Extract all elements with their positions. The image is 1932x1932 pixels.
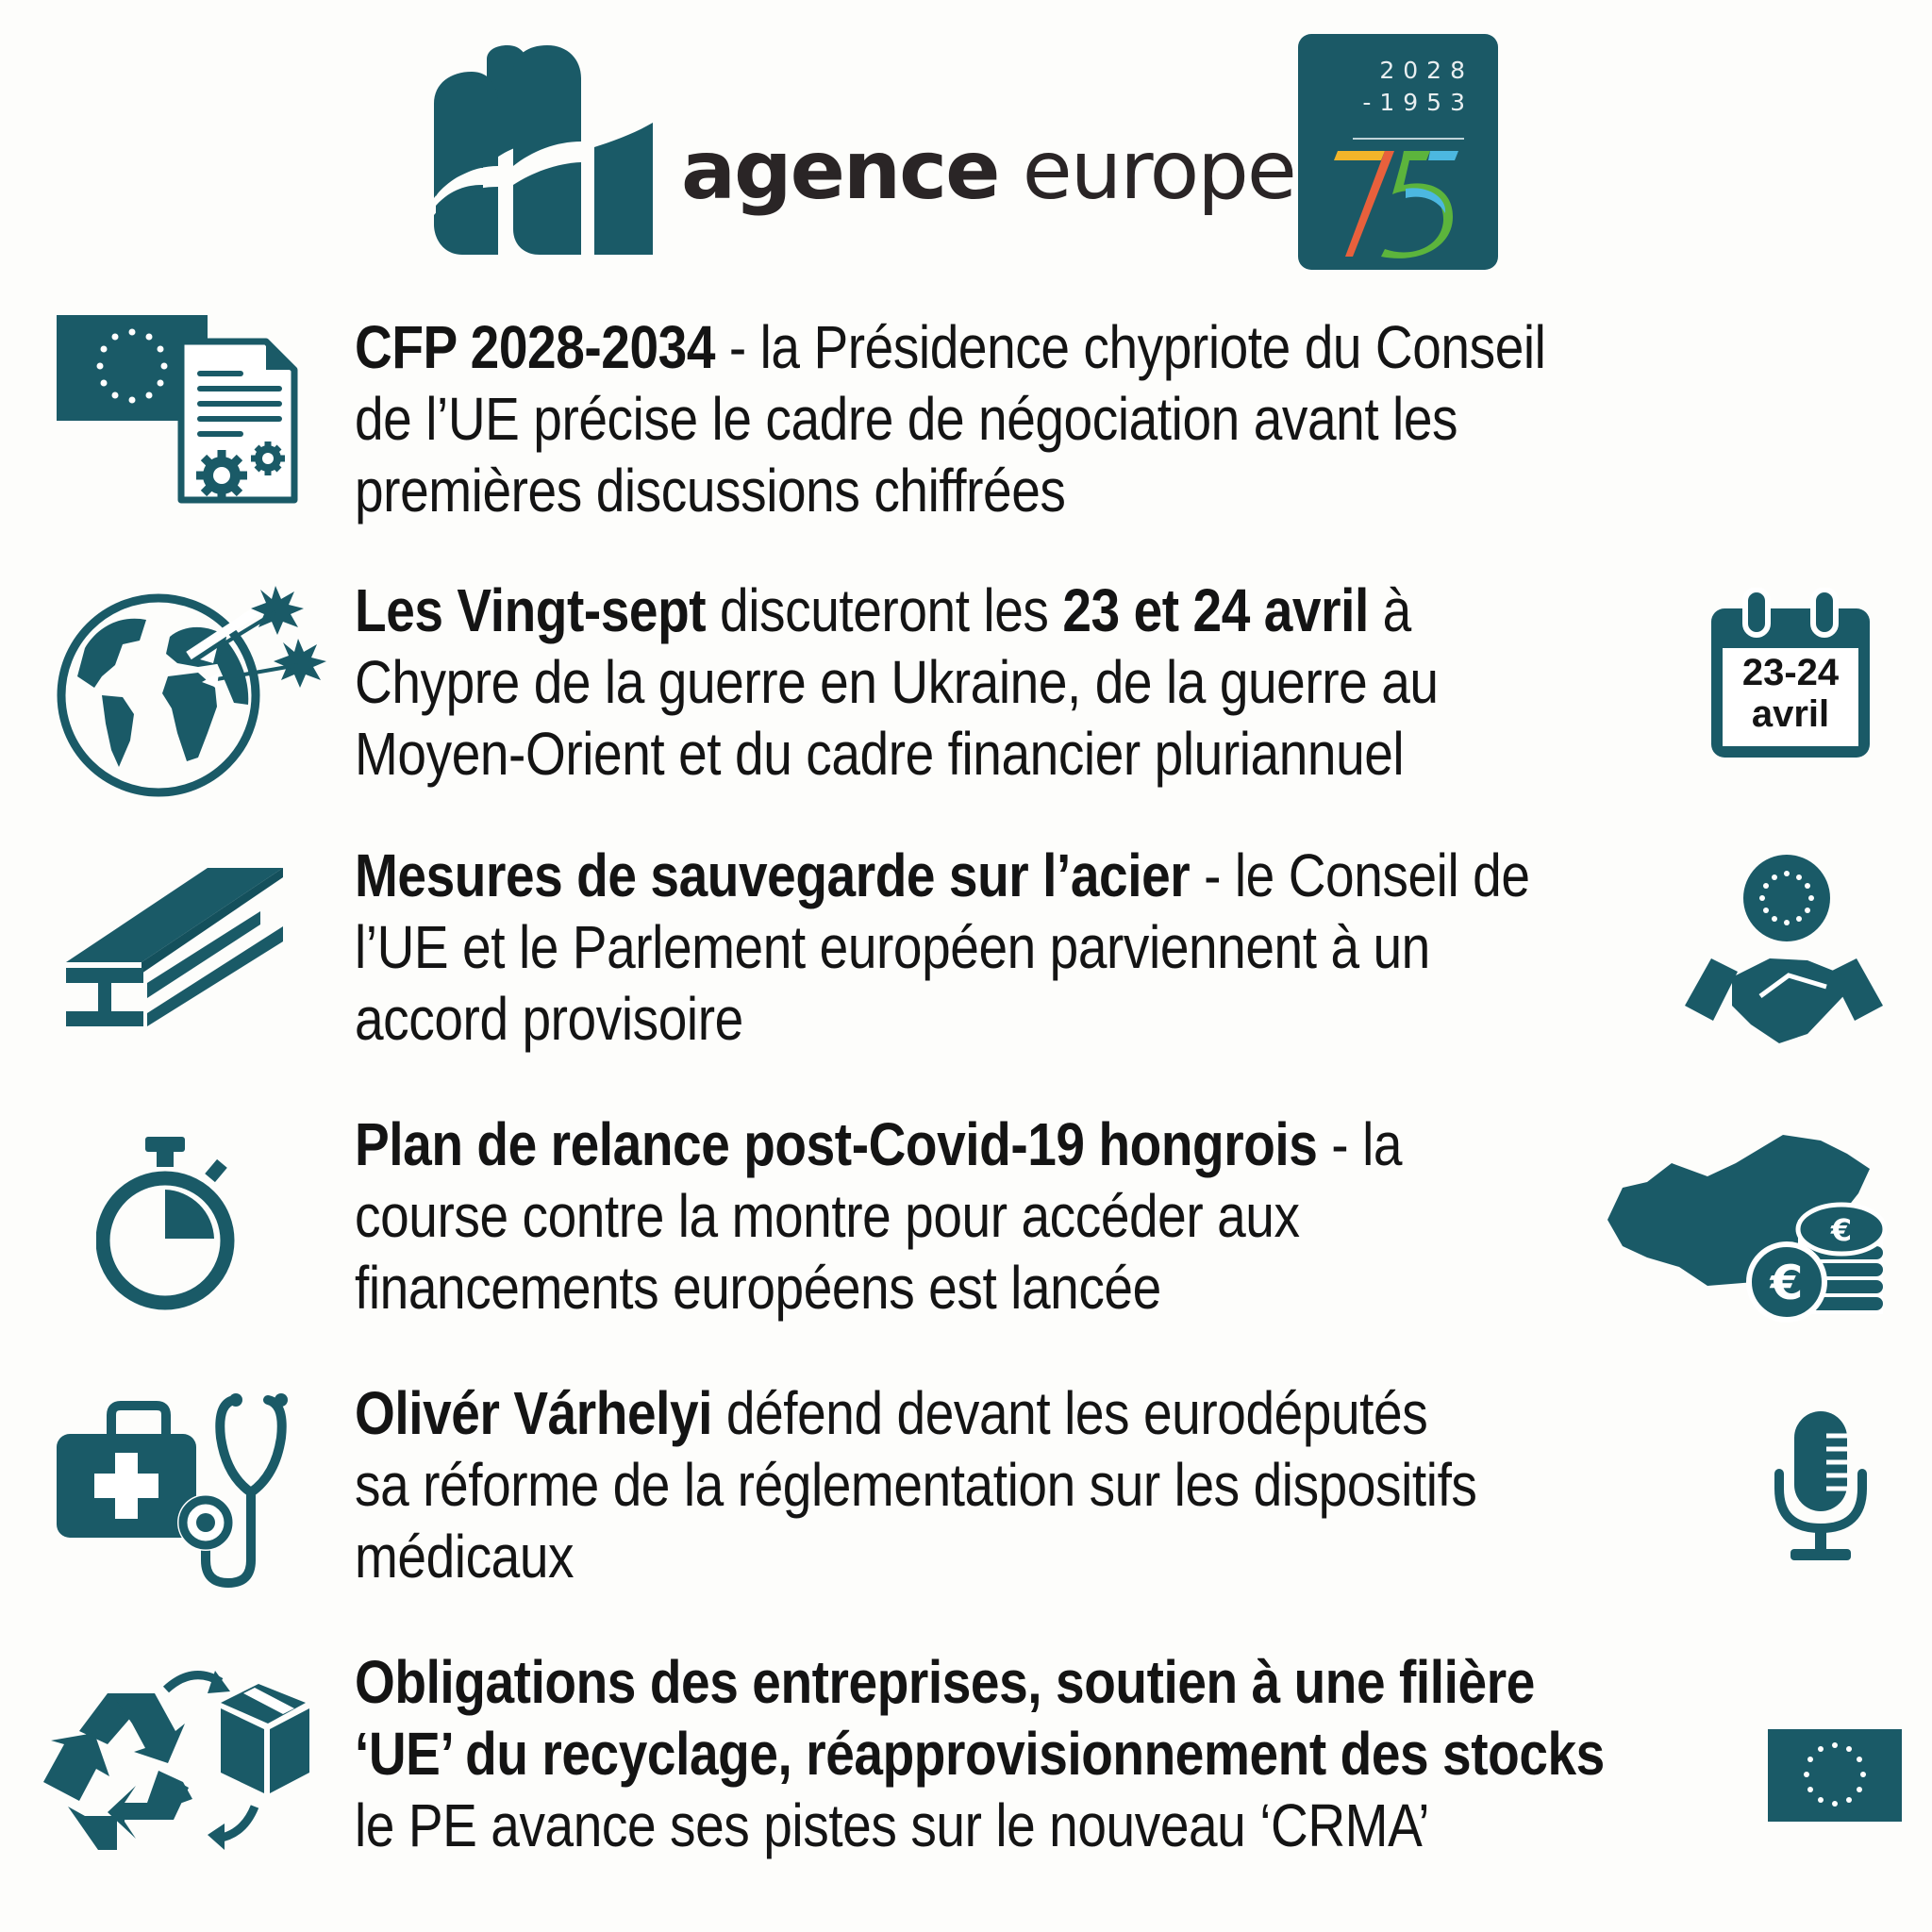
stopwatch-icon <box>96 1135 247 1319</box>
headline-line: de l’UE précise le cadre de négociation avant les <box>355 385 1458 453</box>
anniversary-badge <box>1298 34 1498 270</box>
headline[interactable] <box>355 1646 1605 1861</box>
medical-kit-stethoscope-icon <box>57 1391 311 1593</box>
headline-line: accord provisoire <box>355 985 743 1053</box>
badge-year-bottom: -1953 <box>1362 89 1474 116</box>
headline-line: sa réforme de la réglementation sur les dispositifs <box>355 1451 1477 1519</box>
badge-years <box>1362 55 1474 119</box>
headline-line: CFP 2028-2034 - la Présidence chypriote du Conseil <box>355 313 1546 381</box>
headline-line: Chypre de la guerre en Ukraine, de la guerre au <box>355 648 1439 716</box>
headline-line: Les Vingt-sept discuteront les 23 et 24 avril à <box>355 576 1411 644</box>
agence-europe-logo-mark <box>434 45 653 255</box>
news-item-cfp[interactable] <box>0 302 1932 528</box>
calendar-icon <box>1707 588 1874 761</box>
microphone-icon <box>1774 1411 1868 1567</box>
calendar-dates: 23-24 <box>1741 652 1840 693</box>
news-item-hongrie[interactable] <box>0 1108 1932 1335</box>
news-item-acier[interactable] <box>0 840 1932 1066</box>
headline-line: l’UE et le Parlement européen parviennent à un <box>355 913 1430 981</box>
eu-handshake-icon <box>1685 855 1883 1058</box>
steel-beam-icon <box>66 858 283 1033</box>
news-item-vingt-sept[interactable] <box>0 571 1932 797</box>
brand-regular: europe <box>998 124 1295 218</box>
headline-line: Obligations des entreprises, soutien à une filière <box>355 1648 1535 1716</box>
brand-bold: agence <box>681 124 999 218</box>
headline-line: Plan de relance post-Covid-19 hongrois - la <box>355 1110 1403 1178</box>
recycle-box-icon <box>42 1665 325 1858</box>
headline-line: premières discussions chiffrées <box>355 457 1066 525</box>
headline-line: Olivér Várhelyi défend devant les eurodéputés <box>355 1379 1428 1447</box>
headline-line: Moyen-Orient et du cadre financier pluriannuel <box>355 720 1405 788</box>
svg-text:€: € <box>1830 1212 1853 1248</box>
headline-line: course contre la montre pour accéder aux <box>355 1182 1300 1250</box>
eu-flag-document-gears-icon <box>57 315 302 508</box>
badge-divider <box>1353 138 1464 140</box>
hungary-euro-coins-icon <box>1594 1125 1887 1328</box>
globe-conflict-icon <box>57 582 330 804</box>
headline-line: le PE avance ses pistes sur le nouveau ‘CRMA’ <box>355 1791 1430 1859</box>
headline[interactable] <box>355 1377 1477 1592</box>
headline-line: médicaux <box>355 1523 575 1591</box>
anniversary-75-icon <box>1326 147 1468 260</box>
calendar-month: avril <box>1751 693 1830 735</box>
headline[interactable] <box>355 840 1529 1055</box>
headline[interactable] <box>355 575 1439 790</box>
headline[interactable] <box>355 1108 1402 1324</box>
headline-line: ‘UE’ du recyclage, réapprovisionnement des stocks <box>355 1720 1605 1788</box>
news-item-varhelyi[interactable] <box>0 1377 1932 1604</box>
svg-text:€: € <box>1770 1256 1804 1310</box>
news-item-crma[interactable] <box>0 1646 1932 1873</box>
agence-europe-wordmark <box>681 124 1295 218</box>
headline[interactable] <box>355 311 1545 526</box>
badge-year-top: 2028 <box>1379 57 1474 84</box>
headline-line: Mesures de sauvegarde sur l’acier - le Conseil de <box>355 841 1530 909</box>
eu-flag-icon <box>1768 1729 1902 1826</box>
headline-line: financements européens est lancée <box>355 1254 1161 1322</box>
